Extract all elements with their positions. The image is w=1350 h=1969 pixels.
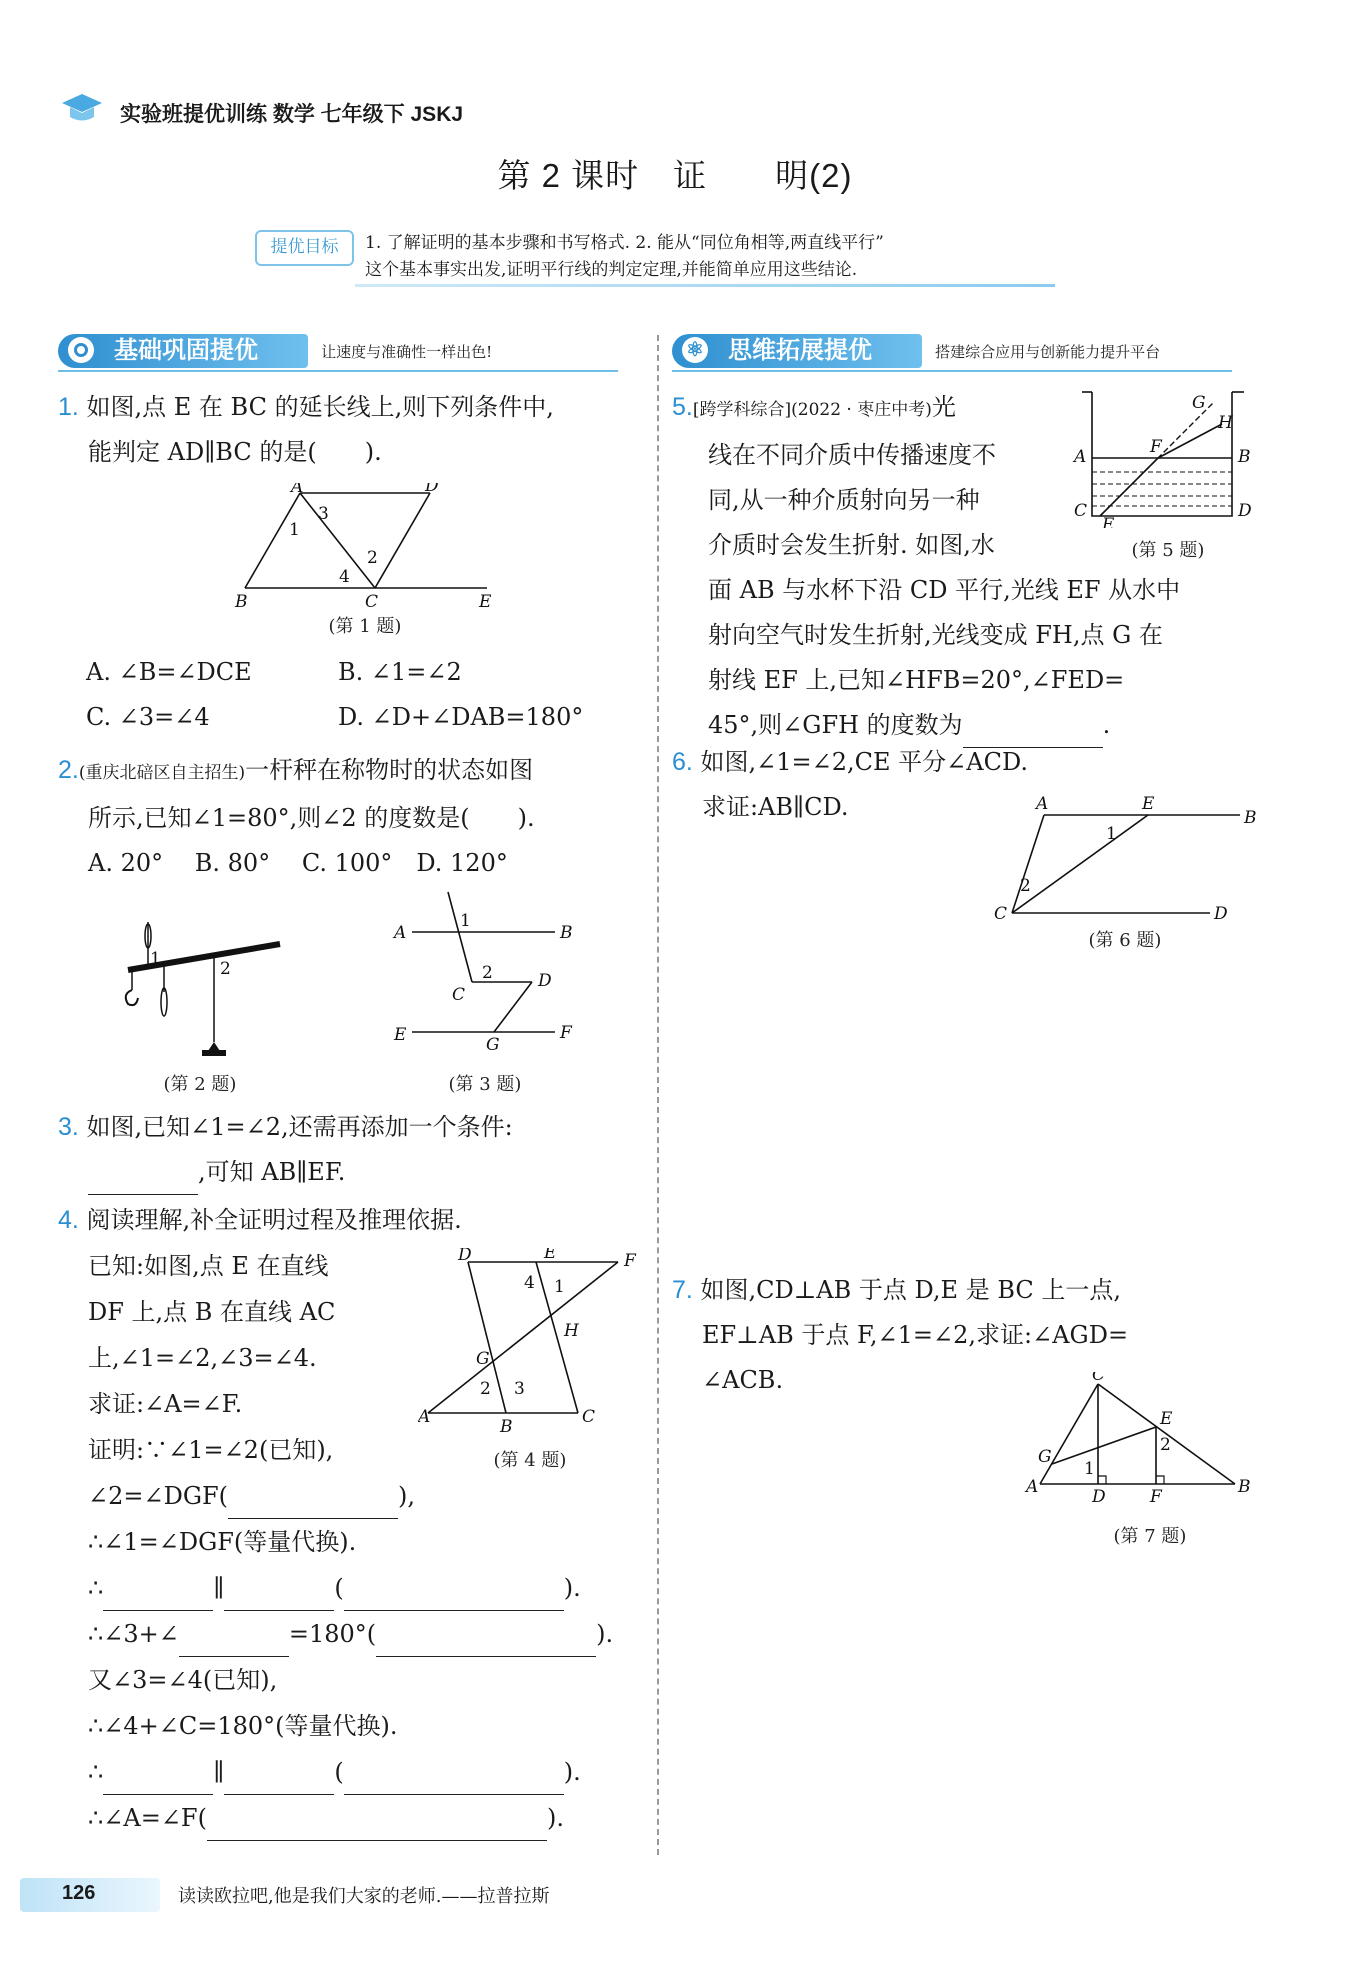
q2-line-2: 所示,已知∠1=80°,则∠2 的度数是( ). <box>88 804 535 832</box>
q4-proof-1: 证明:∵∠1=∠2(已知), <box>88 1436 334 1464</box>
q2-line-1: 一杆秤在称物时的状态如图 <box>245 756 534 784</box>
svg-text:A: A <box>1074 447 1087 467</box>
q1-figure <box>225 483 505 617</box>
q1 <box>58 385 638 475</box>
svg-text:A: A <box>291 483 304 497</box>
svg-text:G: G <box>486 1035 500 1055</box>
q4-prove: 求证:∠A=∠F. <box>88 1390 243 1418</box>
atom-icon: ⚛ <box>682 337 708 363</box>
q2-options[interactable]: A. 20° B. 80° C. 100° D. 120° <box>88 849 508 877</box>
q5-line-7: 射线 EF 上,已知∠HFB=20°,∠FED= <box>708 666 1125 694</box>
q4-given-3: 上,∠1=∠2,∠3=∠4. <box>88 1344 317 1372</box>
svg-text:C: C <box>582 1407 596 1427</box>
svg-text:E: E <box>1160 1409 1173 1429</box>
q6-figure <box>990 795 1260 929</box>
section-basic-title: 基础巩固提优 <box>114 337 258 364</box>
svg-text:H: H <box>564 1321 579 1341</box>
svg-text:B: B <box>560 923 573 943</box>
q3-number: 3. <box>58 1113 79 1141</box>
section-basic-band <box>58 334 308 368</box>
svg-text:E: E <box>479 592 492 612</box>
goal-underline <box>355 284 1055 287</box>
svg-text:E: E <box>1102 515 1115 528</box>
q7-line-3: ∠ACB. <box>702 1366 784 1394</box>
q2 <box>58 748 658 886</box>
svg-text:1: 1 <box>1106 824 1117 844</box>
q4-given-2: DF 上,点 B 在直线 AC <box>88 1298 336 1326</box>
svg-text:E: E <box>1142 795 1155 814</box>
section-extend-title: 思维拓展提优 <box>728 337 872 364</box>
svg-text:D: D <box>1214 904 1228 924</box>
svg-text:B: B <box>1238 447 1251 467</box>
q4-given-1: 已知:如图,点 E 在直线 <box>88 1252 329 1280</box>
svg-text:4: 4 <box>339 567 350 587</box>
q4-blank-reason-2[interactable] <box>344 1582 564 1611</box>
svg-text:D: D <box>538 971 552 991</box>
svg-text:C: C <box>365 592 379 612</box>
svg-text:1: 1 <box>554 1277 565 1297</box>
q7-line-1: 如图,CD⊥AB 于点 D,E 是 BC 上一点, <box>700 1276 1122 1304</box>
q1-option-a[interactable]: A. ∠B=∠DCE <box>86 658 252 686</box>
q3-blank[interactable] <box>88 1166 198 1195</box>
svg-text:2: 2 <box>480 1379 491 1399</box>
svg-text:2: 2 <box>220 959 231 979</box>
svg-text:D: D <box>1238 501 1252 521</box>
q4-proof-9: ∴∠A=∠F( ). <box>88 1795 658 1841</box>
svg-text:F: F <box>1150 1487 1162 1507</box>
section-basic-line <box>58 370 618 372</box>
target-icon <box>68 337 94 363</box>
svg-text:G: G <box>1192 393 1206 413</box>
q5-line-8: 45°,则∠GFH 的度数为 <box>708 711 963 739</box>
q5-tag: [跨学科综合](2022 · 枣庄中考) <box>692 400 932 420</box>
q1-line-1: 如图,点 E 在 BC 的延长线上,则下列条件中, <box>86 393 554 421</box>
q7-figure <box>1020 1372 1260 1516</box>
svg-text:E: E <box>394 1025 407 1045</box>
svg-text:C: C <box>452 985 466 1005</box>
q3-line-2: ,可知 AB∥EF. <box>198 1158 346 1186</box>
page-number: 126 <box>62 1882 96 1904</box>
q4-proof-3: ∴∠1=∠DGF(等量代换). <box>88 1528 357 1556</box>
svg-text:B: B <box>1238 1477 1251 1497</box>
section-extend-subtitle: 搭建综合应用与创新能力提升平台 <box>935 342 1161 361</box>
q5: 5.[跨学科综合](2022 · 枣庄中考)光 线在不同介质中传播速度不 同,从一种介质射向另一种 介质时会发生折射. 如图,水 面 AB 与水杯下沿 CD 平行,光线 EF 从水中 射向空气时发生折射,光线变成 FH,点 G 在 射线 EF 上,已知∠HFB=20°,∠FED= 45°,则∠GFH 的度数为 . <box>672 385 1272 748</box>
q5-line-3: 同,从一种介质射向另一种 <box>708 486 980 514</box>
q1-option-c[interactable]: C. ∠3=∠4 <box>86 703 210 731</box>
q4-blank-angle[interactable] <box>179 1628 289 1657</box>
q1-line-2: 能判定 AD∥BC 的是( ). <box>88 438 382 466</box>
svg-text:H: H <box>1218 413 1233 433</box>
svg-text:1: 1 <box>289 520 300 540</box>
q5-line-1-end: 光 <box>931 393 956 421</box>
svg-text:F: F <box>1150 437 1162 457</box>
q6-line-2: 求证:AB∥CD. <box>702 793 849 821</box>
svg-text:3: 3 <box>514 1379 525 1399</box>
svg-text:F: F <box>624 1251 636 1271</box>
q3-line-1: 如图,已知∠1=∠2,还需再添加一个条件: <box>86 1113 513 1141</box>
q4-proof-6: 又∠3=∠4(已知), <box>88 1666 278 1694</box>
q4-proof-8: ∴ ∥ ( ). <box>88 1749 658 1795</box>
svg-text:A: A <box>418 1407 431 1427</box>
svg-text:D: D <box>1092 1487 1106 1507</box>
section-extend-line <box>672 370 1232 372</box>
q7-number: 7. <box>672 1276 693 1304</box>
q4-blank-line-1[interactable] <box>103 1582 213 1611</box>
q4-proof-7: ∴∠4+∠C=180°(等量代换). <box>88 1712 398 1740</box>
svg-text:1: 1 <box>150 949 161 969</box>
svg-text:A: A <box>1036 795 1049 814</box>
q5-line-5: 面 AB 与水杯下沿 CD 平行,光线 EF 从水中 <box>708 576 1181 604</box>
q1-caption: (第 1 题) <box>328 616 402 637</box>
q4-blank-reason-4[interactable] <box>344 1766 564 1795</box>
q6-line-1: 如图,∠1=∠2,CE 平分∠ACD. <box>700 748 1028 776</box>
q5-figure <box>1072 388 1262 532</box>
svg-text:A: A <box>394 923 407 943</box>
q4-proof-2: ∠2=∠DGF( ), <box>88 1473 658 1519</box>
svg-text:D: D <box>425 483 439 496</box>
svg-text:3: 3 <box>318 504 329 524</box>
svg-text:2: 2 <box>482 963 493 983</box>
footer-quote: 读读欧拉吧,他是我们大家的老师.——拉普拉斯 <box>178 1886 550 1907</box>
q5-line-6: 射向空气时发生折射,光线变成 FH,点 G 在 <box>708 621 1163 649</box>
svg-text:G: G <box>476 1349 490 1369</box>
svg-text:B: B <box>235 592 248 612</box>
q4-blank-reason-1[interactable] <box>228 1490 398 1519</box>
q4-proof-4: ∴ ∥ ( ). <box>88 1565 658 1611</box>
goal-text <box>365 230 1055 284</box>
q2-number: 2. <box>58 756 79 784</box>
q7-line-2: EF⊥AB 于点 F,∠1=∠2,求证:∠AGD= <box>702 1321 1129 1349</box>
svg-text:C: C <box>994 904 1008 924</box>
q3-figure <box>390 890 590 1069</box>
q4-proof-5: ∴∠3+∠ =180°( ). <box>88 1611 658 1657</box>
q4-blank-line-2[interactable] <box>224 1582 334 1611</box>
q4-intro: 阅读理解,补全证明过程及推理依据. <box>86 1206 462 1234</box>
svg-text:2: 2 <box>367 548 378 568</box>
q4-blank-line-3[interactable] <box>103 1766 213 1795</box>
page-title: 第 2 课时 证 明(2) <box>497 157 853 194</box>
q4-blank-reason-3[interactable] <box>376 1628 596 1657</box>
q2-caption: (第 2 题) <box>163 1074 237 1095</box>
q4-blank-reason-5[interactable] <box>207 1812 547 1841</box>
q4-caption: (第 4 题) <box>493 1450 567 1471</box>
svg-text:4: 4 <box>524 1273 535 1293</box>
q5-line-2: 线在不同介质中传播速度不 <box>708 441 996 469</box>
q2-tag: (重庆北碚区自主招生) <box>78 763 246 783</box>
logo-icon <box>60 92 104 130</box>
q1-options <box>86 650 646 740</box>
q4-blank-line-4[interactable] <box>224 1766 334 1795</box>
svg-text:C: C <box>1074 501 1088 521</box>
q5-caption: (第 5 题) <box>1131 540 1205 561</box>
q6-caption: (第 6 题) <box>1088 930 1162 951</box>
svg-text:E: E <box>544 1248 557 1263</box>
q2-figure <box>120 918 290 1072</box>
svg-text:1: 1 <box>1084 1459 1095 1479</box>
goal-line-1: 1. 了解证明的基本步骤和书写格式. 2. 能从“同位角相等,两直线平行” <box>365 233 884 253</box>
q5-number: 5. <box>672 393 693 421</box>
q1-option-b[interactable]: B. ∠1=∠2 <box>338 658 462 686</box>
q4-figure <box>418 1248 648 1437</box>
book-header: 实验班提优训练 数学 七年级下 JSKJ <box>120 103 464 126</box>
q1-option-d[interactable]: D. ∠D+∠DAB=180° <box>338 703 584 731</box>
goal-line-2: 这个基本事实出发,证明平行线的判定定理,并能简单应用这些结论. <box>365 260 858 280</box>
section-extend <box>672 334 1232 372</box>
svg-text:B: B <box>1244 808 1257 828</box>
q3 <box>58 1105 658 1195</box>
svg-text:1: 1 <box>460 911 471 931</box>
svg-text:G: G <box>1038 1447 1052 1467</box>
svg-text:2: 2 <box>1160 1435 1171 1455</box>
goal-badge: 提优目标 <box>255 230 354 266</box>
svg-text:B: B <box>500 1417 513 1433</box>
svg-text:C: C <box>1092 1372 1106 1385</box>
section-extend-band <box>672 334 922 368</box>
q3-caption: (第 3 题) <box>448 1074 522 1095</box>
svg-text:F: F <box>560 1023 572 1043</box>
q4-number: 4. <box>58 1206 79 1234</box>
svg-text:D: D <box>458 1248 472 1265</box>
section-basic-subtitle: 让速度与准确性一样出色! <box>321 342 493 361</box>
q1-number: 1. <box>58 393 79 421</box>
q6-number: 6. <box>672 748 693 776</box>
svg-text:A: A <box>1026 1477 1039 1497</box>
svg-text:2: 2 <box>1020 876 1031 896</box>
section-basic <box>58 334 618 372</box>
q7-caption: (第 7 题) <box>1113 1526 1187 1547</box>
q5-line-4: 介质时会发生折射. 如图,水 <box>708 531 995 559</box>
